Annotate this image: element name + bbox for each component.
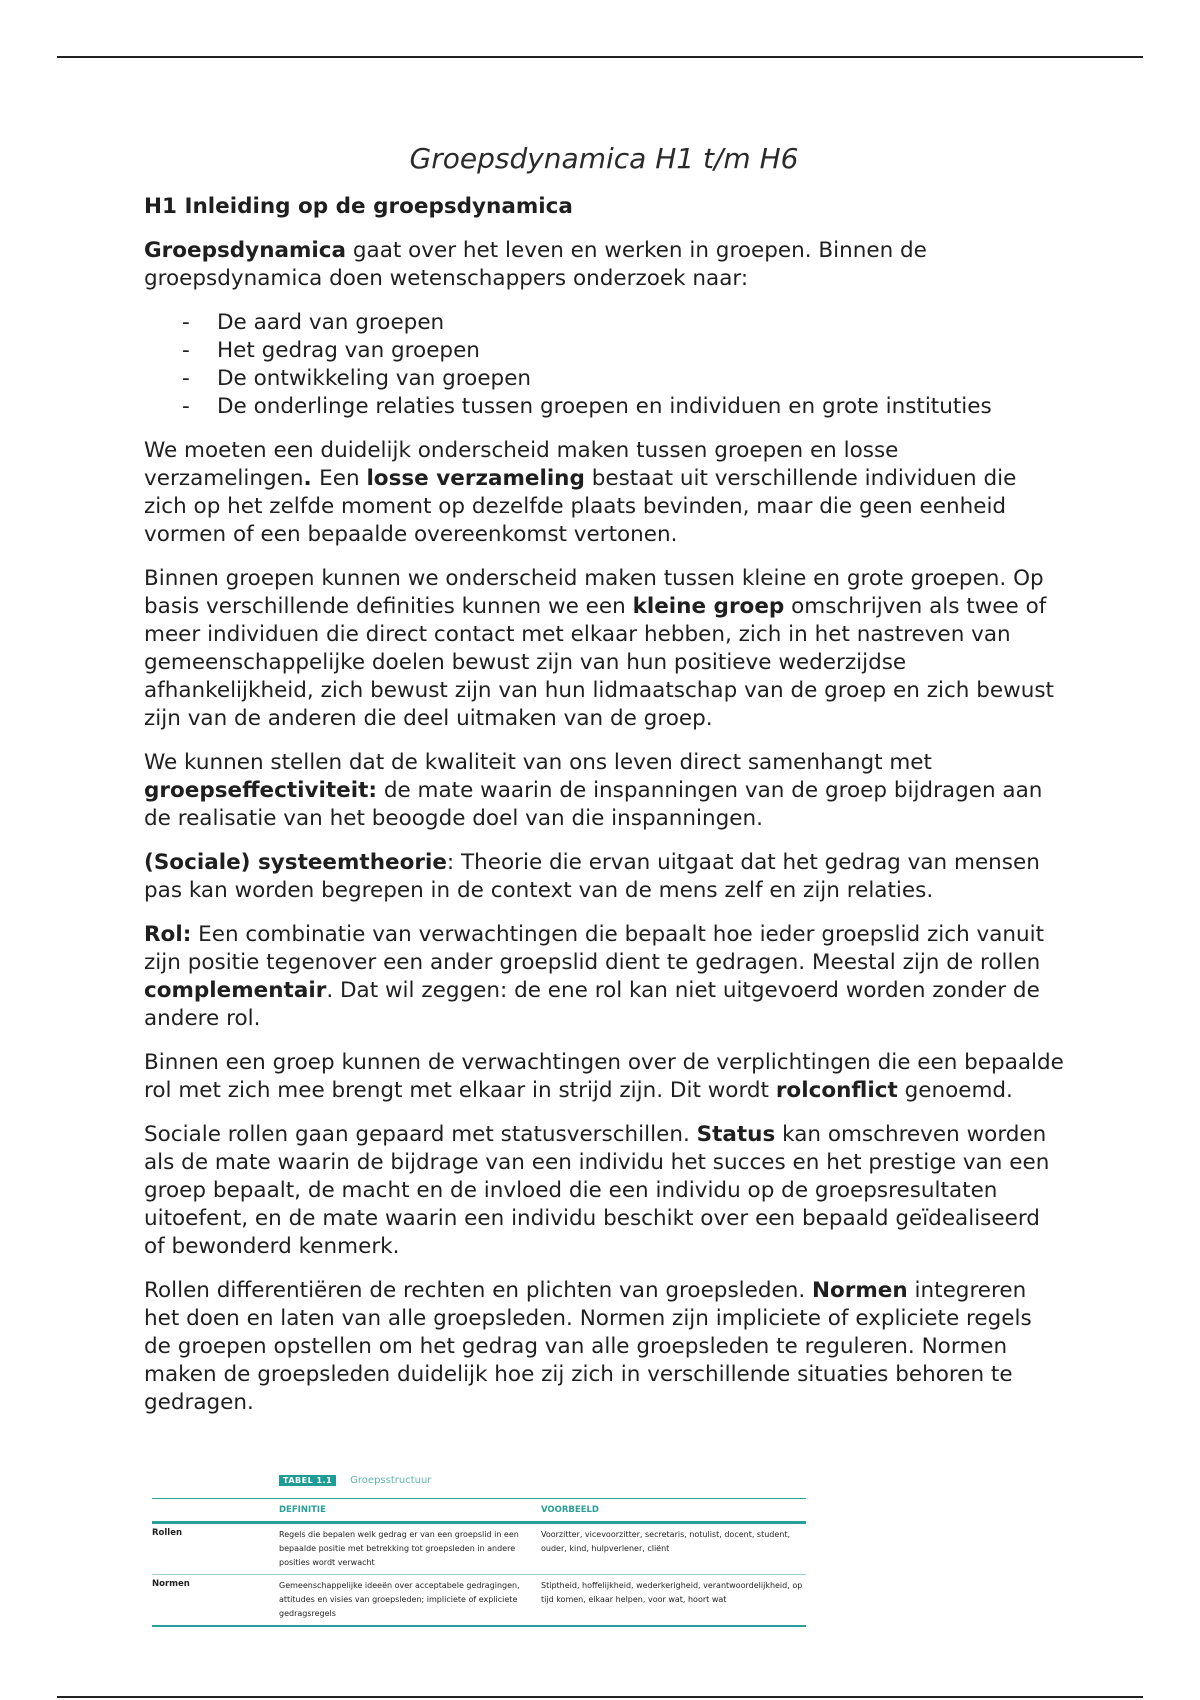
term-normen: Normen <box>812 1278 908 1303</box>
chapter-heading: H1 Inleiding op de groepsdynamica <box>144 194 573 219</box>
text: genoemd. <box>897 1078 1013 1103</box>
paragraph-rol <box>144 921 1064 1033</box>
term-rolconflict: rolconflict <box>775 1078 898 1103</box>
text: : Theorie die ervan uitgaat dat het gedrag van mensen pas kan worden begrepen in de context van de mens zelf en zijn relaties. <box>144 850 1040 903</box>
document-body <box>144 140 1064 1433</box>
row-example: Voorzitter, vicevoorzitter, secretaris, notulist, docent, student, ouder, kind, hulpverlener, cliënt <box>541 1530 791 1553</box>
term-rol: Rol: <box>144 922 192 947</box>
term-groepseffectiviteit: groepseffectiviteit: <box>144 778 377 803</box>
row-definition: Gemeenschappelijke ideeën over acceptabele gedragingen, attitudes en visies van groepsleden; impliciete of expliciete gedragsregels <box>279 1581 520 1618</box>
research-topics-list <box>144 309 1064 421</box>
paragraph-groepseffectiviteit <box>144 749 1064 833</box>
table <box>152 1498 806 1627</box>
text: Een combinatie van verwachtingen die bepaalt hoe ieder groepslid zich vanuit zijn positie tegenover een ander groepslid dient te gedragen. Meestal zijn de rollen <box>144 922 1045 975</box>
list-item: - Het gedrag van groepen <box>182 337 1064 365</box>
list-item: - De ontwikkeling van groepen <box>182 365 1064 393</box>
paragraph-rolconflict <box>144 1049 1064 1105</box>
bottom-rule <box>57 1696 1143 1698</box>
text: We moeten een duidelijk onderscheid maken tussen groepen en losse verzamelingen <box>144 438 899 491</box>
text: . Dat wil zeggen: de ene rol kan niet uitgevoerd worden zonder de andere rol. <box>144 978 1040 1031</box>
table-header-row <box>152 1498 806 1524</box>
term-kleine-groep: kleine groep <box>632 594 785 619</box>
paragraph-kleine-groep <box>144 565 1064 733</box>
table-row <box>152 1575 806 1627</box>
paragraph-systeemtheorie <box>144 849 1064 905</box>
paragraph-losse-verzameling <box>144 437 1064 549</box>
text: bestaat uit verschillende individuen die zich op het zelfde moment op dezelfde plaats bevinden, maar die geen eenheid vormen of een bepaalde overeenkomst vertonen. <box>144 466 1017 547</box>
text: Binnen groepen kunnen we onderscheid maken tussen kleine en grote groepen. Op basis verschillende definities kunnen we een <box>144 566 1044 619</box>
paragraph-status <box>144 1121 1064 1261</box>
top-rule <box>57 56 1143 58</box>
text: integreren het doen en laten van alle groepsleden. Normen zijn impliciete of expliciete regels de groepen opstellen om het gedrag van alle groepsleden te reguleren. Normen maken de groepsleden duidelijk hoe zij zich in verschillende situaties behoren te gedragen. <box>144 1278 1032 1415</box>
document-title: Groepsdynamica H1 t/m H6 <box>409 142 799 175</box>
bold-period: . <box>303 466 320 491</box>
text: Een <box>319 466 367 491</box>
term-groepsdynamica: Groepsdynamica <box>144 238 347 263</box>
table-caption <box>279 1475 431 1486</box>
term-losse-verzameling: losse verzameling <box>366 466 585 491</box>
list-item: - De aard van groepen <box>182 309 1064 337</box>
text: omschrijven als twee of meer individuen die direct contact met elkaar hebben, zich in het nastreven van gemeenschappelijke doelen bewust zijn van hun positieve wederzijdse afhankelijkheid, zich bewust zijn van hun lidmaatschap van de groep en zich bewust zijn van de anderen die deel uitmaken van de groep. <box>144 594 1054 731</box>
row-term: Normen <box>152 1579 190 1589</box>
term-status: Status <box>696 1122 776 1147</box>
text: We kunnen stellen dat de kwaliteit van ons leven direct samenhangt met <box>144 750 932 775</box>
term-complementair: complementair <box>144 978 327 1003</box>
row-example: Stiptheid, hoffelijkheid, wederkerigheid, verantwoordelijkheid, op tijd komen, elkaar helpen, voor wat, hoort wat <box>541 1581 803 1604</box>
paragraph-groepsdynamica <box>144 237 1064 293</box>
table-row <box>152 1524 806 1575</box>
list-item: - De onderlinge relaties tussen groepen en individuen en grote instituties <box>182 393 1064 421</box>
paragraph-normen <box>144 1277 1064 1417</box>
table-tag: TABEL 1.1 <box>279 1475 336 1486</box>
text: gaat over het leven en werken in groepen. Binnen de groepsdynamica doen wetenschappers onderzoek naar: <box>144 238 927 291</box>
header-definitie: DEFINITIE <box>279 1505 326 1515</box>
text: kan omschreven worden als de mate waarin de bijdrage van een individu het succes en het prestige van een groep bepaalt, de macht en de invloed die een individu op de groepsresultaten uitoefent, en de mate waarin een individu beschikt over een bepaald geïdealiseerd of bewonderd kenmerk. <box>144 1122 1050 1259</box>
row-term: Rollen <box>152 1528 183 1538</box>
groepsstructuur-table <box>152 1470 806 1635</box>
term-systeemtheorie: (Sociale) systeemtheorie <box>144 850 447 875</box>
text: Binnen een groep kunnen de verwachtingen over de verplichtingen die een bepaalde rol met zich mee brengt met elkaar in strijd zijn. Dit wordt <box>144 1050 1064 1103</box>
table-title: Groepsstructuur <box>350 1475 432 1486</box>
text: Sociale rollen gaan gepaard met statusverschillen. <box>144 1122 697 1147</box>
row-definition: Regels die bepalen welk gedrag er van een groepslid in een bepaalde positie met betrekking tot groepsleden in andere posities wordt verwacht <box>279 1530 519 1567</box>
text: de mate waarin de inspanningen van de groep bijdragen aan de realisatie van het beoogde doel van die inspanningen. <box>144 778 1043 831</box>
header-voorbeeld: VOORBEELD <box>541 1505 599 1515</box>
text: Rollen differentiëren de rechten en plichten van groepsleden. <box>144 1278 813 1303</box>
